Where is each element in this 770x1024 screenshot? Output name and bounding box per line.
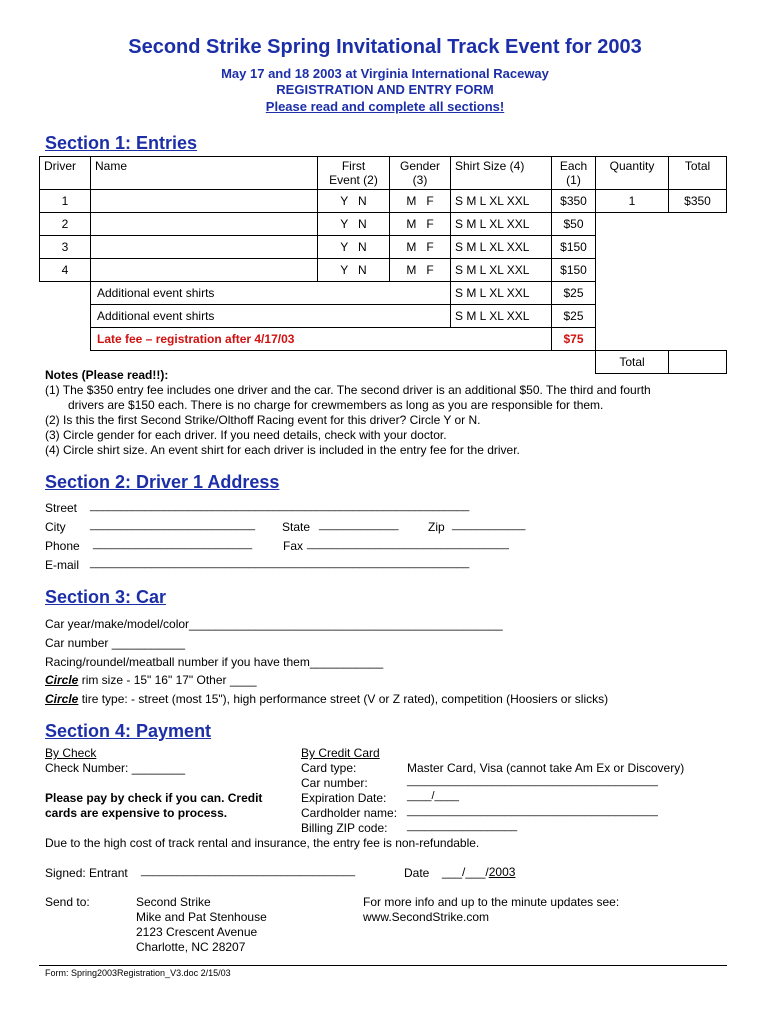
more-info-text: For more info and up to the minute updates see: (363, 895, 620, 909)
table-row (40, 213, 727, 236)
phone-label: Phone (45, 539, 80, 553)
table-row (40, 190, 727, 213)
grand-total-label: Total (596, 351, 669, 374)
address-line-3: 2123 Crescent Avenue (136, 925, 258, 939)
fax-label: Fax (283, 539, 304, 553)
form-type: REGISTRATION AND ENTRY FORM (276, 82, 494, 97)
address-line-2: Mike and Pat Stenhouse (136, 910, 267, 924)
quantity-field[interactable] (596, 213, 669, 236)
driver-name-field[interactable] (91, 236, 318, 259)
street-label: Street (45, 501, 78, 515)
billing-zip-field[interactable]: __________________ (407, 820, 518, 832)
quantity-field[interactable] (596, 236, 669, 259)
date-field[interactable]: ___/___/2003 (442, 865, 516, 879)
card-number-label: Car number: (301, 776, 368, 790)
form-title: Second Strike Spring Invitational Track Event for 2003 (128, 36, 642, 58)
address-line-4: Charlotte, NC 28207 (136, 940, 246, 954)
shirt-size-choice[interactable]: S M L XL XXL (451, 282, 552, 305)
first-event-choice[interactable]: Y N (318, 259, 390, 282)
table-row (40, 305, 727, 328)
first-event-choice[interactable]: Y N (318, 213, 390, 236)
table-header-row (40, 157, 727, 190)
driver-number: 3 (40, 236, 91, 259)
late-fee-label: Late fee – registration after 4/17/03 (91, 328, 552, 351)
card-type-value: Master Card, Visa (cannot take Am Ex or Discovery) (407, 761, 685, 775)
zip-field[interactable]: ____________ (452, 519, 526, 531)
each-price: $150 (552, 259, 596, 282)
first-event-choice[interactable]: Y N (318, 236, 390, 259)
shirt-size-choice[interactable]: S M L XL XXL (451, 305, 552, 328)
phone-field[interactable]: __________________________ (93, 538, 253, 550)
extra-shirts-label: Additional event shirts (91, 305, 451, 328)
send-to-label: Send to: (45, 895, 90, 909)
shirt-size-choice[interactable]: S M L XL XXL (451, 213, 552, 236)
driver-number: 4 (40, 259, 91, 282)
zip-label: Zip (428, 520, 445, 534)
pay-note-1: Please pay by check if you can. Credit (45, 791, 263, 805)
pay-note-2: cards are expensive to process. (45, 806, 228, 820)
each-price: $25 (552, 305, 596, 328)
late-fee-price: $75 (552, 328, 596, 351)
circle-label: Circle (45, 692, 79, 706)
col-driver: Driver (40, 157, 91, 190)
refund-policy: Due to the high cost of track rental and insurance, the entry fee is non-refundable. (45, 836, 480, 850)
racing-number-field[interactable]: Racing/roundel/meatball number if you have them___________ (45, 655, 384, 669)
shirt-size-choice[interactable]: S M L XL XXL (451, 236, 552, 259)
col-total: Total (669, 157, 727, 190)
quantity-field[interactable] (596, 259, 669, 282)
date-year: 2003 (488, 865, 516, 879)
tire-type-line (45, 692, 608, 706)
note-1-cont: drivers are $150 each. There is no charge for crewmembers as long as you are responsible for them. (68, 398, 604, 412)
col-each: Each (1) (552, 157, 596, 190)
circle-label: Circle (45, 673, 79, 687)
website-link[interactable]: www.SecondStrike.com (363, 910, 490, 924)
col-shirt-size: Shirt Size (4) (451, 157, 552, 190)
event-dates: May 17 and 18 2003 at Virginia International Raceway (221, 66, 549, 81)
section2-title: Section 2: Driver 1 Address (45, 472, 280, 492)
card-type-label: Card type: (301, 761, 357, 775)
each-price: $25 (552, 282, 596, 305)
total-field[interactable] (669, 259, 727, 282)
driver-name-field[interactable] (91, 190, 318, 213)
rim-size-options[interactable]: rim size - 15" 16" 17" Other ____ (78, 673, 257, 687)
fax-field[interactable]: _________________________________ (307, 538, 509, 550)
col-first-event: First Event (2) (318, 157, 390, 190)
car-ymm-field[interactable]: Car year/make/model/color_______________________________________________ (45, 617, 503, 631)
note-2: (2) Is this the first Second Strike/Olthoff Racing event for this driver? Circle Y or N. (45, 413, 481, 427)
state-label: State (282, 520, 311, 534)
note-1: (1) The $350 entry fee includes one driver and the car. The second driver is an additional $50. The third and fourth (45, 383, 651, 397)
table-row (40, 328, 727, 351)
by-check-heading: By Check (45, 746, 97, 760)
each-price: $350 (552, 190, 596, 213)
driver-number: 1 (40, 190, 91, 213)
extra-shirts-label: Additional event shirts (91, 282, 451, 305)
total-field[interactable] (669, 236, 727, 259)
notes-block (45, 368, 725, 458)
city-field[interactable]: ___________________________ (90, 519, 256, 531)
notes-heading: Notes (Please read!!): (45, 368, 169, 382)
signed-label: Signed: Entrant (45, 866, 128, 880)
note-3: (3) Circle gender for each driver. If you need details, check with your doctor. (45, 428, 447, 442)
gender-choice[interactable]: M F (390, 190, 451, 213)
city-label: City (45, 520, 66, 534)
gender-choice[interactable]: M F (390, 236, 451, 259)
col-name: Name (91, 157, 318, 190)
shirt-size-choice[interactable]: S M L XL XXL (451, 259, 552, 282)
car-number-field[interactable]: Car number ___________ (45, 636, 186, 650)
driver-name-field[interactable] (91, 259, 318, 282)
instructions-heading: Please read and complete all sections! (265, 99, 505, 114)
driver-number: 2 (40, 213, 91, 236)
table-row (40, 282, 727, 305)
expiration-label: Expiration Date: (301, 791, 387, 805)
col-quantity: Quantity (596, 157, 669, 190)
footer-divider (39, 965, 727, 966)
by-credit-heading: By Credit Card (301, 746, 380, 760)
cardholder-field[interactable]: _________________________________________ (407, 805, 658, 817)
table-row (40, 259, 727, 282)
total-field[interactable]: $350 (669, 190, 727, 213)
rim-size-line (45, 673, 257, 687)
tire-type-options[interactable]: tire type: - street (most 15"), high performance street (V or Z rated), competition (Hoosiers or slicks) (78, 692, 609, 706)
expiration-field[interactable]: ____/____ (407, 790, 459, 802)
shirt-size-choice[interactable]: S M L XL XXL (451, 190, 552, 213)
section1-title: Section 1: Entries (45, 133, 198, 153)
note-4: (4) Circle shirt size. An event shirt for each driver is included in the entry fee for the driver. (45, 443, 520, 457)
gender-choice[interactable]: M F (390, 259, 451, 282)
quantity-field[interactable]: 1 (596, 190, 669, 213)
billing-zip-label: Billing ZIP code: (301, 821, 388, 835)
each-price: $150 (552, 236, 596, 259)
section4-title: Section 4: Payment (45, 721, 212, 741)
total-field[interactable] (669, 213, 727, 236)
email-field[interactable]: ______________________________________________________________ (90, 557, 470, 569)
each-price: $50 (552, 213, 596, 236)
check-number-field[interactable]: Check Number: ________ (45, 761, 186, 775)
first-event-choice[interactable]: Y N (318, 190, 390, 213)
email-label: E-mail (45, 558, 80, 572)
card-number-field[interactable]: _________________________________________ (407, 775, 658, 787)
table-row (40, 236, 727, 259)
date-label: Date (404, 866, 430, 880)
driver-name-field[interactable] (91, 213, 318, 236)
col-gender: Gender (3) (390, 157, 451, 190)
state-field[interactable]: _____________ (319, 519, 399, 531)
signature-field[interactable]: ___________________________________ (141, 865, 356, 877)
cardholder-label: Cardholder name: (301, 806, 398, 820)
gender-choice[interactable]: M F (390, 213, 451, 236)
footer-form-id: Form: Spring2003Registration_V3.doc 2/15/03 (45, 968, 231, 978)
address-line-1: Second Strike (136, 895, 211, 909)
section3-title: Section 3: Car (45, 587, 167, 607)
entries-table (39, 156, 727, 374)
street-field[interactable]: ______________________________________________________________ (90, 500, 470, 512)
